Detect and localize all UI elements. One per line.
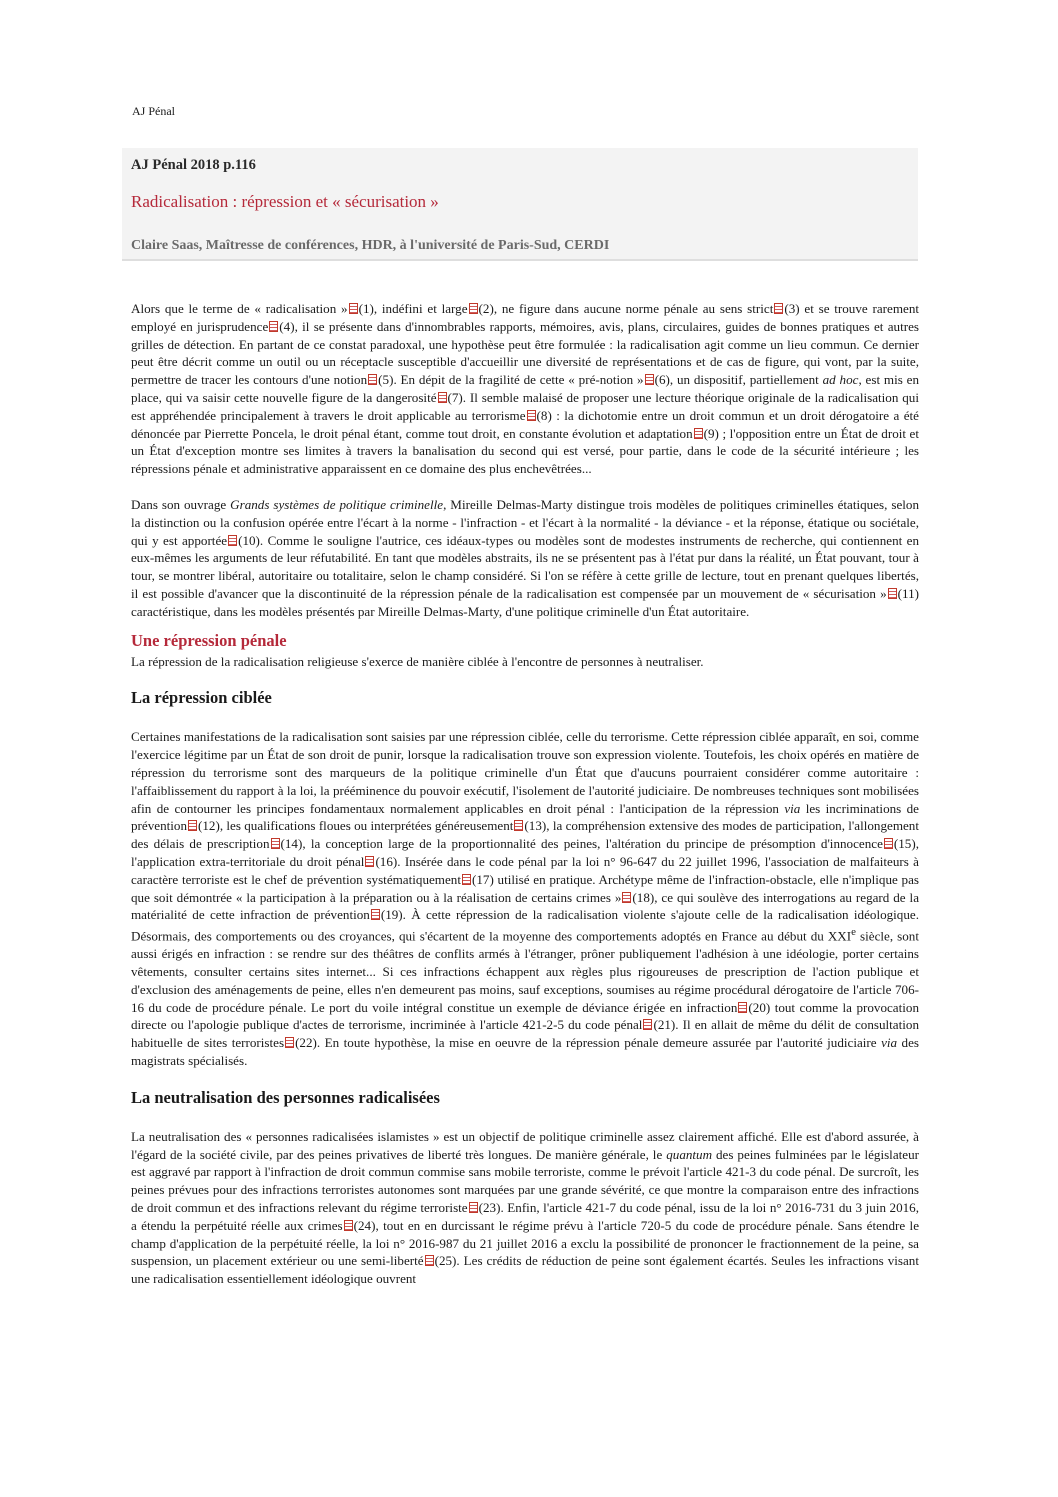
footnote-note-icon[interactable] — [285, 1037, 294, 1048]
article-body — [131, 300, 919, 1288]
footnote-note-icon[interactable] — [365, 856, 374, 867]
footnote-link[interactable]: (14) — [280, 836, 303, 852]
footnote-link[interactable]: (23) — [478, 1200, 501, 1216]
footnote-note-icon[interactable] — [344, 1220, 353, 1231]
journal-name: AJ Pénal — [132, 104, 175, 118]
paragraph-neutralisation: La neutralisation des « personnes radicalisées islamistes » est un objectif de politique criminelle assez clairement affiché. Elle est d'abord assurée, à l'égard de la société civile, par des peines privatives de liberté très longues. De manière générale, le quantum des peines fulminées par le législateur est aggravé par rapport à l'infraction de droit commun commise sans mobile terroriste, comme le prévoit l'article 421-3 du code pénal. De surcroît, les peines prévues pour des infractions terroristes autonomes sont marquées par une grande sévérité, ce que montre la comparaison entre des infractions de droit commun et des infractions relevant du régime terroriste (23). Enfin, l'article 421-7 du code pénal, issu de la loi n° 2016-731 du 3 juin 2016, a étendu la perpétuité réelle aux crimes (24), tout en en durcissant le régime prévu à l'article 720-5 du code de procédure pénale. Sans étendre le champ d'application de la perpétuité réelle, la loi n° 2016-987 du 21 juillet 2016 a exclu la possibilité de prononcer le fractionnement de la peine, sa suspension, un placement extérieur ou une semi-liberté (25). Les crédits de réduction de peine sont également écartés. Seules les infractions visant une radicalisation essentiellement idéologique ouvrent — [131, 1128, 920, 1287]
footnote-note-icon[interactable] — [884, 838, 893, 849]
footnote-link[interactable]: (1) — [358, 301, 374, 316]
footnote-note-icon[interactable] — [622, 892, 631, 903]
footnote-note-icon[interactable] — [188, 820, 197, 831]
footnote-link[interactable]: (9) — [703, 425, 719, 441]
footnote-note-icon[interactable] — [738, 1002, 747, 1013]
footnote-note-icon[interactable] — [349, 303, 358, 314]
footnote-note-icon[interactable] — [438, 392, 447, 403]
footnote-link[interactable]: (8) — [536, 407, 552, 423]
footnote-note-icon[interactable] — [645, 374, 654, 385]
footnote-link[interactable]: (2) — [478, 301, 494, 316]
footnote-link[interactable]: (3) — [784, 301, 800, 316]
footnote-note-icon[interactable] — [527, 410, 536, 421]
subsection-heading-ciblee: La répression ciblée — [131, 688, 272, 708]
footnote-note-icon[interactable] — [514, 820, 523, 831]
footnote-link[interactable]: (21) — [653, 1017, 676, 1033]
footnote-note-icon[interactable] — [462, 874, 471, 885]
footnote-link[interactable]: (20) — [748, 999, 771, 1015]
footnote-link[interactable]: (10) — [238, 532, 260, 548]
footnote-link[interactable]: (18) — [632, 889, 655, 905]
paragraph-intro: Alors que le terme de « radicalisation » (1), indéfini et large (2), ne figure dans aucune norme pénale au sens strict (3) et se trouve rarement employé en jurisprudence (4), il se présente dans d'innombrables rapports, mémoires, avis, plans, circulaires, guides de bonnes pratiques et autres grilles de détection. En partant de ce constat paradoxal, une hypothèse peut être formulée : la radicalisation agit comme un lieu commun. Ce dernier peut être décrit comme un outil ou un réceptacle susceptible d'accueillir une diversité de représentations et de cas de figure, qui vont, par la suite, permettre de tracer les contours d'une notion (5). En dépit de la fragilité de cette « pré-notion » (6), un dispositif, partiellement ad hoc, est mis en place, qui va saisir cette nouvelle figure de la dangerosité (7). Il semble malaisé de proposer une lecture théorique originale de la radicalisation qui est appréhendée principalement à travers le droit applicable au terrorisme (8) : la dichotomie entre un droit commun et un droit dérogatoire a été dénoncée par Pierrette Poncela, le droit pénal étant, comme tout droit, en constante évolution et adaptation (9) ; l'opposition entre un État de droit et un État d'exception montre ses limites à travers la banalisation du second qui est versé, pour partie, dans le code de la sécurité intérieure ; les répressions pénale et administrative apparaissent en ce domaine des plus enchevêtrées... — [131, 301, 920, 477]
article-header — [122, 148, 918, 261]
footnote-note-icon[interactable] — [643, 1019, 652, 1030]
article-title: Radicalisation : répression et « sécurisation » — [131, 192, 439, 211]
footnote-link[interactable]: (12) — [198, 818, 220, 834]
footnote-link[interactable]: (19) — [380, 907, 403, 923]
footnote-link[interactable]: (25) — [434, 1253, 457, 1269]
footnote-link[interactable]: (16) — [375, 853, 398, 869]
footnote-link[interactable]: (5) — [378, 372, 394, 388]
footnote-note-icon[interactable] — [469, 1202, 478, 1213]
footnote-note-icon[interactable] — [269, 321, 278, 332]
footnote-note-icon[interactable] — [694, 428, 703, 439]
footnote-link[interactable]: (7) — [447, 389, 463, 405]
footnote-note-icon[interactable] — [888, 588, 897, 599]
footnote-note-icon[interactable] — [425, 1255, 434, 1266]
footnote-link[interactable]: (13) — [524, 818, 547, 834]
footnote-link[interactable]: (6) — [654, 372, 670, 388]
footnote-link[interactable]: (17) — [472, 871, 494, 887]
footnote-link[interactable]: (22) — [295, 1035, 317, 1051]
footnote-link[interactable]: (15) — [893, 836, 916, 852]
subsection-heading-neutralisation: La neutralisation des personnes radicalisées — [131, 1087, 440, 1107]
article-author: Claire Saas, Maîtresse de conférences, HDR, à l'université de Paris-Sud, CERDI — [131, 238, 610, 253]
footnote-note-icon[interactable] — [368, 374, 377, 385]
paragraph-repression-intro: La répression de la radicalisation religieuse s'exerce de manière ciblée à l'encontre de personnes à neutraliser. — [131, 653, 704, 669]
section-heading-repression: Une répression pénale — [131, 630, 287, 650]
footnote-link[interactable]: (24) — [353, 1217, 376, 1233]
footnote-link[interactable]: (4) — [279, 318, 295, 334]
paragraph-delmas-marty: Dans son ouvrage Grands systèmes de politique criminelle, Mireille Delmas-Marty distingue trois modèles de politiques criminelles étatiques, selon la distinction ou la confusion opérée entre l'écart à la norme - l'infraction - et l'écart à la normalité - la déviance - et la réponse, étatique ou sociétale, qui y est apportée (10). Comme le souligne l'autrice, ces idéaux-types ou modèles sont de modestes instruments de recherche, qui contiennent en eux-mêmes les arguments de leur réfutabilité. En tant que modèles abstraits, ils ne se présentent pas à l'état pur dans la réalité, un État pouvant, tour à tour, se montrer libéral, autoritaire ou totalitaire, selon le champ considéré. Si l'on se réfère à cette grille de lecture, tout en prenant quelques libertés, il est possible d'avancer que la discontinuité de la répression pénale de la radicalisation est compensée par un mouvement de « sécurisation » (11) caractéristique, dans les modèles présentés par Mireille Delmas-Marty, d'une politique criminelle d'un État autoritaire. — [131, 496, 920, 619]
footnote-note-icon[interactable] — [228, 535, 237, 546]
paragraph-repression-ciblee: Certaines manifestations de la radicalisation sont saisies par une répression ciblée, celle du terrorisme. Cette répression ciblée apparaît, en soi, comme l'exercice légitime par un État de son droit de punir, lorsque la radicalisation trouve son expression violente. Toutefois, les choix opérés en matière de répression du terrorisme sont des marqueurs de la politique criminelle d'un État que d'aucuns pourraient considérer comme autoritaire : l'affaiblissement du rapport à la loi, la prééminence du pouvoir exécutif, l'isolement de l'autorité judiciaire. De nombreuses techniques sont mobilisées afin de contourner les principes fondamentaux normalement applicables en droit pénal : l'anticipation de la répression via les incriminations de prévention (12), les qualifications floues ou interprétées généreusement (13), la compréhension extensive des modes de participation, l'allongement des délais de prescription (14), la conception large de la proportionnalité des peines, l'altération du principe de présomption d'innocence (15), l'application extra-territoriale du droit pénal (16). Insérée dans le code pénal par la loi n° 96-647 du 22 juillet 1996, l'association de malfaiteurs à caractère terroriste est le chef de prévention systématiquement (17) utilisé en pratique. Archétype même de l'infraction-obstacle, elle n'implique pas que soit démontrée « la participation à la préparation ou à la réalisation de certains crimes » (18), ce qui soulève des interrogations au regard de la matérialité de cette infraction de prévention (19). À cette répression de la radicalisation violente s'ajoute celle de la radicalisation idéologique. Désormais, des comportements ou des croyances, qui s'écartent de la moyenne des comportements adoptés en France au début du XXIe siècle, sont aussi érigés en infraction : se rendre sur des théâtres de conflits armés à l'étranger, prôner publiquement l'adhésion à une idéologie, porter certains vêtements, consulter certains sites internet... Si ces infractions échappent aux règles plus rigoureuses de prescription de l'action publique et d'exclusion des aménagements de peine, elles n'en demeurent pas moins, sauf exceptions, soumises au régime procédural dérogatoire de l'article 706-16 du code de procédure pénale. Le port du voile intégral constitue un exemple de déviance érigée en infraction (20) tout comme la provocation directe ou l'apologie publique d'actes de terrorisme, incriminée à l'article 421-2-5 du code pénal (21). Il en allait de même du délit de consultation habituelle de sites terroristes (22). En toute hypothèse, la mise en oeuvre de la répression pénale demeure assurée par l'autorité judiciaire via des magistrats spécialisés. — [131, 729, 920, 1069]
footnote-note-icon[interactable] — [774, 303, 783, 314]
footnote-note-icon[interactable] — [271, 838, 280, 849]
footnote-link[interactable]: (11) — [897, 585, 919, 601]
article-reference: AJ Pénal 2018 p.116 — [131, 157, 256, 173]
footnote-note-icon[interactable] — [469, 303, 478, 314]
footnote-note-icon[interactable] — [371, 909, 380, 920]
